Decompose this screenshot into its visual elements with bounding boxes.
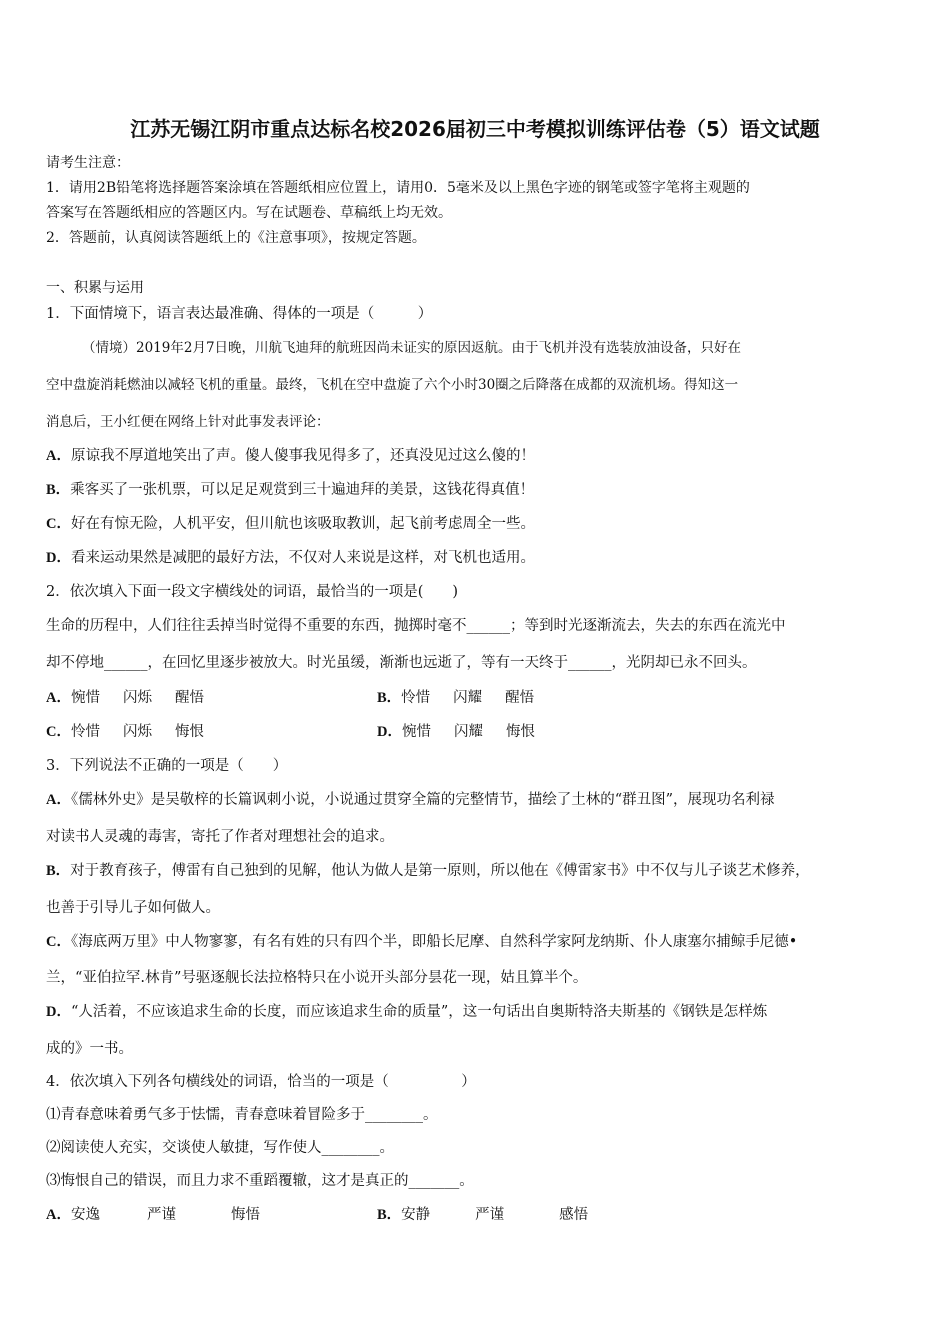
question-4-option-b: [377, 1203, 588, 1224]
option-word: 闪烁: [122, 690, 152, 706]
option-word: 闪耀: [453, 724, 483, 740]
option-label: B．: [377, 690, 402, 706]
option-word: 悔恨: [505, 724, 535, 740]
option-word: 严谨: [475, 1207, 505, 1223]
notice-item-1: 1．请用2B铅笔将选择题答案涂填在答题纸相应位置上，请用0．5毫米及以上黑色字迹的钢笔或签字笔将主观题的: [46, 180, 750, 196]
option-label: A．: [46, 448, 71, 464]
option-label: D．: [46, 550, 71, 566]
question-4-sentence-2: ⑵阅读使人充实，交谈使人敏捷，写作使人________。: [46, 1140, 394, 1156]
question-3-option-d-cont: 成的》一书。: [46, 1041, 133, 1057]
option-text: 原谅我不厚道地笑出了声。傻人傻事我见得多了，还真没见过这么傻的！: [70, 448, 535, 464]
question-1-stem: 1．下面情境下，语言表达最准确、得体的一项是（ ）: [46, 306, 433, 322]
question-2-passage-line: 生命的历程中，人们往往丢掉当时觉得不重要的东西，抛掷时毫不______；等到时光逐渐流去，失去的东西在流光中: [46, 618, 786, 634]
question-3-option-b-cont: 也善于引导儿子如何做人。: [46, 900, 220, 916]
option-label: A．: [46, 690, 71, 706]
section-heading: 一、积累与运用: [46, 280, 144, 296]
page-title: 江苏无锡江阴市重点达标名校2026届初三中考模拟训练评估卷（5）语文试题: [130, 117, 820, 141]
option-text: 对于教育孩子，傅雷有自己独到的见解，他认为做人是第一原则，所以他在《傅雷家书》中不仅与儿子谈艺术修养，: [70, 863, 810, 879]
notice-heading: 请考生注意：: [46, 155, 130, 171]
option-label: B．: [377, 1207, 402, 1223]
option-text: 《海底两万里》中人物寥寥，有名有姓的只有四个半，即船长尼摩、自然科学家阿龙纳斯、仆人康塞尔捕鲸手尼德•: [70, 934, 798, 950]
question-1-option-c: [46, 512, 535, 533]
question-3-option-a-cont: 对读书人灵魂的毒害，寄托了作者对理想社会的追求。: [46, 829, 394, 845]
option-word: 怜惜: [401, 690, 431, 706]
question-2-option-d: [377, 720, 535, 741]
question-3-option-b: [46, 859, 810, 880]
option-word: 怜惜: [70, 724, 100, 740]
question-4-stem: 4．依次填入下列各句横线处的词语，恰当的一项是（ ）: [46, 1074, 476, 1090]
option-label: A．: [46, 792, 71, 808]
notice-item-2: 2．答题前，认真阅读答题纸上的《注意事项》，按规定答题。: [46, 230, 426, 246]
notice-item-1-cont: 答案写在答题纸相应的答题区内。写在试题卷、草稿纸上均无效。: [46, 205, 452, 221]
option-word: 感悟: [559, 1207, 589, 1223]
option-text: 好在有惊无险，人机平安，但川航也该吸取教训，起飞前考虑周全一些。: [70, 516, 535, 532]
option-word: 闪烁: [122, 724, 152, 740]
question-1-context-line: （情境）2019年2月7日晚，川航飞迪拜的航班因尚未证实的原因返航。由于飞机并没有选装放油设备，只好在: [82, 340, 742, 356]
option-label: B．: [46, 482, 71, 498]
question-1-context-line: 消息后，王小红便在网络上针对此事发表评论：: [46, 414, 330, 430]
option-label: C．: [46, 934, 71, 950]
option-label: D．: [377, 724, 402, 740]
question-3-option-a: [46, 788, 775, 809]
option-word: 闪耀: [453, 690, 483, 706]
option-label: B．: [46, 863, 71, 879]
question-1-context-line: 空中盘旋消耗燃油以减轻飞机的重量。最终，飞机在空中盘旋了六个小时30圈之后降落在成都的双流机场。得知这一: [46, 377, 739, 393]
question-4-option-a: [46, 1203, 260, 1224]
option-label: C．: [46, 724, 71, 740]
question-3-option-c-cont: 兰，“亚伯拉罕.林肯”号驱逐舰长法拉格特只在小说开头部分昙花一现，姑且算半个。: [46, 970, 588, 986]
question-4-sentence-1: ⑴青春意味着勇气多于怯懦，青春意味着冒险多于________。: [46, 1107, 438, 1123]
question-2-passage-line: 却不停地______，在回忆里逐步被放大。时光虽缓，渐渐也远逝了，等有一天终于______，光阴却已永不回头。: [46, 655, 757, 671]
option-word: 安静: [401, 1207, 431, 1223]
option-word: 醒悟: [505, 690, 535, 706]
question-2-option-b: [377, 686, 534, 707]
question-2-option-c: [46, 720, 204, 741]
question-2-option-a: [46, 686, 204, 707]
option-label: A．: [46, 1207, 71, 1223]
option-text: 乘客买了一张机票，可以足足观赏到三十遍迪拜的美景，这钱花得真值！: [70, 482, 535, 498]
option-word: 严谨: [146, 1207, 176, 1223]
option-word: 醒悟: [174, 690, 204, 706]
question-3-option-d: [46, 1000, 767, 1021]
option-label: D．: [46, 1004, 71, 1020]
question-3-option-c: [46, 930, 797, 951]
option-word: 惋惜: [70, 690, 100, 706]
option-word: 惋惜: [401, 724, 431, 740]
question-4-sentence-3: ⑶悔恨自己的错误，而且力求不重蹈覆辙，这才是真正的_______。: [46, 1173, 474, 1189]
option-text: “人活着，不应该追求生命的长度，而应该追求生命的质量”，这一句话出自奥斯特洛夫斯基的《钢铁是怎样炼: [70, 1004, 768, 1020]
option-word: 安逸: [70, 1207, 100, 1223]
option-word: 悔恨: [174, 724, 204, 740]
option-label: C．: [46, 516, 71, 532]
option-text: 《儒林外史》是吴敬梓的长篇讽刺小说，小说通过贯穿全篇的完整情节，描绘了土林的“群丑图”，展现功名利禄: [70, 792, 775, 808]
question-3-stem: 3．下列说法不正确的一项是（ ）: [46, 758, 288, 774]
question-2-stem: 2．依次填入下面一段文字横线处的词语，最恰当的一项是( ): [46, 584, 459, 600]
question-1-option-a: [46, 444, 535, 465]
option-word: 悔悟: [230, 1207, 260, 1223]
option-text: 看来运动果然是减肥的最好方法，不仅对人来说是这样，对飞机也适用。: [70, 550, 535, 566]
question-1-option-b: [46, 478, 534, 499]
question-1-option-d: [46, 546, 535, 567]
